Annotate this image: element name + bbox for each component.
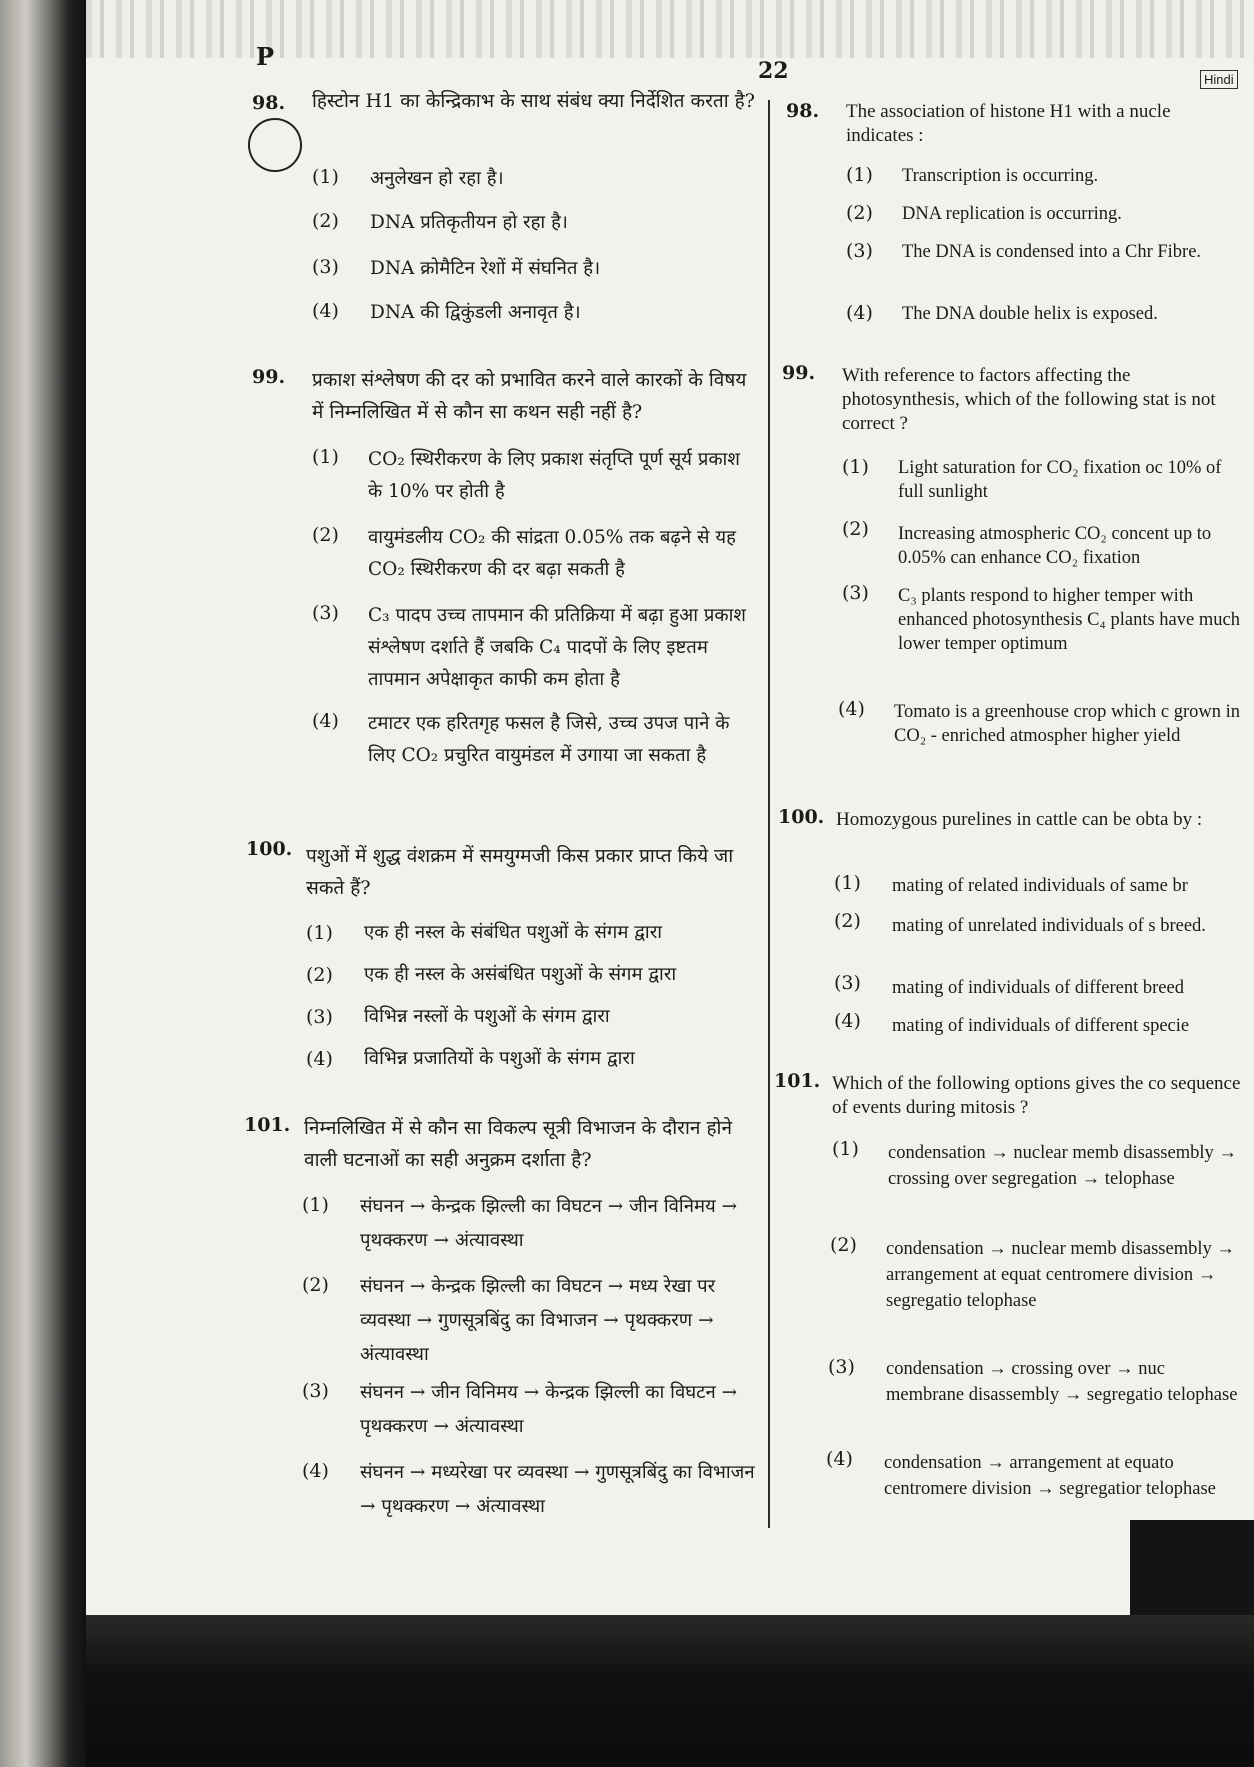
- question-text: The association of histone H1 with a nucle indicates :: [846, 101, 1171, 146]
- page-bottom-shadow: [86, 1615, 1254, 1767]
- option-number: (2): [302, 1274, 329, 1296]
- option-text: DNA की द्विकुंडली अनावृत है।: [370, 302, 581, 323]
- option-text: DNA प्रतिकृतीयन हो रहा है।: [370, 212, 568, 233]
- option-number: (3): [846, 240, 873, 262]
- option-text: mating of related individuals of same br: [892, 876, 1188, 896]
- question-number: 100.: [246, 838, 293, 860]
- question-text: Which of the following options gives the co sequence of events during mitosis ?: [832, 1073, 1241, 1118]
- option-number: (1): [306, 922, 333, 944]
- option-number: (1): [842, 456, 869, 478]
- option-number: (4): [306, 1048, 333, 1070]
- option-number: (1): [832, 1138, 859, 1160]
- option-text: Transcription is occurring.: [902, 166, 1099, 186]
- option-text: mating of individuals of different breed: [892, 978, 1184, 998]
- option-text: Increasing atmospheric CO₂ concent up to 0.05% can enhance CO₂ fixation: [898, 524, 1212, 568]
- option-text: विभिन्न प्रजातियों के पशुओं के संगम द्वारा: [364, 1048, 635, 1069]
- option-text: टमाटर एक हरितगृह फसल है जिसे, उच्च उपज पाने के लिए CO₂ प्रचुरित वायुमंडल में उगाया जा सकता है: [368, 713, 730, 766]
- option-number: (1): [302, 1194, 329, 1216]
- option-number: (4): [312, 710, 339, 732]
- option-number: (2): [306, 964, 333, 986]
- option-text: DNA क्रोमैटिन रेशों में संघनित है।: [370, 258, 601, 279]
- option-number: (2): [830, 1234, 857, 1256]
- page-letter: P: [256, 42, 275, 71]
- question-number: 98.: [252, 92, 286, 114]
- option-number: (1): [846, 164, 873, 186]
- option-text: Tomato is a greenhouse crop which c grown in CO₂ - enriched atmospher higher yield: [894, 702, 1240, 746]
- option-number: (3): [828, 1356, 855, 1378]
- question-text: निम्नलिखित में से कौन सा विकल्प सूत्री विभाजन के दौरान होने वाली घटनाओं का सही अनुक्रम दर्शाता है?: [304, 1117, 733, 1171]
- option-text: संघनन → केन्द्रक झिल्ली का विघटन → मध्य रेखा पर व्यवस्था → गुणसूत्रबिंदु का विभाजन → पृथक्करण → अंत्यावस्था: [360, 1276, 716, 1365]
- option-number: (4): [312, 300, 339, 322]
- question-text: Homozygous purelines in cattle can be obta by :: [836, 809, 1203, 830]
- option-text: C₃ plants respond to higher temper with enhanced photosynthesis C₄ plants have much lower temper optimum: [898, 586, 1240, 654]
- page-number: 22: [758, 58, 789, 84]
- question-text: प्रकाश संश्लेषण की दर को प्रभावित करने वाले कारकों के विषय में निम्नलिखित में से कौन सा कथन सही नहीं है?: [312, 369, 747, 423]
- option-number: (3): [834, 972, 861, 994]
- option-number: (2): [312, 524, 339, 546]
- option-text: mating of unrelated individuals of s breed.: [892, 916, 1206, 936]
- question-number: 100.: [778, 806, 825, 828]
- question-number: 99.: [252, 366, 286, 388]
- question-text: With reference to factors affecting the photosynthesis, which of the following stat is not correct ?: [842, 365, 1216, 434]
- option-text: एक ही नस्ल के असंबंधित पशुओं के संगम द्वारा: [364, 964, 677, 985]
- option-number: (4): [834, 1010, 861, 1032]
- option-text: अनुलेखन हो रहा है।: [370, 168, 504, 189]
- option-number: (4): [302, 1460, 329, 1482]
- option-number: (3): [312, 602, 339, 624]
- question-text: पशुओं में शुद्ध वंशक्रम में समयुग्मजी किस प्रकार प्राप्त किये जा सकते हैं?: [306, 845, 734, 899]
- option-number: (3): [306, 1006, 333, 1028]
- option-text: Light saturation for CO₂ fixation oc 10% of full sunlight: [898, 458, 1222, 502]
- option-text: C₃ पादप उच्च तापमान की प्रतिक्रिया में बढ़ा हुआ प्रकाश संश्लेषण दर्शाते हैं जबकि C₄ पादपों के लिए इष्टतम तापमान अपेक्षाकृत काफी कम होता है: [368, 605, 747, 690]
- option-number: (4): [826, 1448, 853, 1470]
- question-number: 99.: [782, 362, 816, 384]
- option-text: संघनन → केन्द्रक झिल्ली का विघटन → जीन विनिमय → पृथक्करण → अंत्यावस्था: [360, 1196, 738, 1251]
- option-number: (3): [302, 1380, 329, 1402]
- option-number: (2): [312, 210, 339, 232]
- option-text: CO₂ स्थिरीकरण के लिए प्रकाश संतृप्ति पूर्ण सूर्य प्रकाश के 10% पर होती है: [368, 449, 740, 502]
- question-text: हिस्टोन H1 का केन्द्रिकाभ के साथ संबंध क्या निर्देशित करता है?: [312, 90, 755, 112]
- option-number: (2): [846, 202, 873, 224]
- column-divider: [768, 100, 770, 1528]
- option-number: (1): [312, 166, 339, 188]
- book-spine: [0, 0, 86, 1767]
- question-number: 98.: [786, 100, 820, 122]
- option-text: संघनन → जीन विनिमय → केन्द्रक झिल्ली का विघटन → पृथक्करण → अंत्यावस्था: [360, 1382, 738, 1437]
- question-number: 101.: [774, 1070, 821, 1092]
- option-number: (1): [312, 446, 339, 468]
- option-number: (3): [312, 256, 339, 278]
- option-text: The DNA double helix is exposed.: [902, 304, 1158, 324]
- option-text: DNA replication is occurring.: [902, 204, 1122, 224]
- option-text: संघनन → मध्यरेखा पर व्यवस्था → गुणसूत्रबिंदु का विभाजन → पृथक्करण → अंत्यावस्था: [360, 1462, 755, 1517]
- option-number: (2): [842, 518, 869, 540]
- page-corner-shadow: [1130, 1520, 1254, 1615]
- option-text: विभिन्न नस्लों के पशुओं के संगम द्वारा: [364, 1006, 610, 1027]
- option-text: वायुमंडलीय CO₂ की सांद्रता 0.05% तक बढ़ने से यह CO₂ स्थिरीकरण की दर बढ़ा सकती है: [368, 527, 736, 580]
- option-number: (4): [838, 698, 865, 720]
- option-text: condensation → crossing over → nuc membrane disassembly → segregatio telophase: [886, 1359, 1238, 1405]
- option-number: (3): [842, 582, 869, 604]
- option-number: (4): [846, 302, 873, 324]
- option-text: एक ही नस्ल के संबंधित पशुओं के संगम द्वारा: [364, 922, 663, 943]
- option-text: The DNA is condensed into a Chr Fibre.: [902, 242, 1202, 262]
- option-number: (2): [834, 910, 861, 932]
- option-number: (1): [834, 872, 861, 894]
- option-text: condensation → nuclear memb disassembly → arrangement at equat centromere division → segregatio telophase: [886, 1239, 1235, 1311]
- language-tag: Hindi: [1200, 70, 1238, 89]
- option-text: condensation → nuclear memb disassembly → crossing over segregation → telophase: [888, 1143, 1237, 1189]
- question-number: 101.: [244, 1114, 291, 1136]
- option-text: mating of individuals of different specie: [892, 1016, 1190, 1036]
- option-text: condensation → arrangement at equato centromere division → segregatior telophase: [884, 1453, 1216, 1499]
